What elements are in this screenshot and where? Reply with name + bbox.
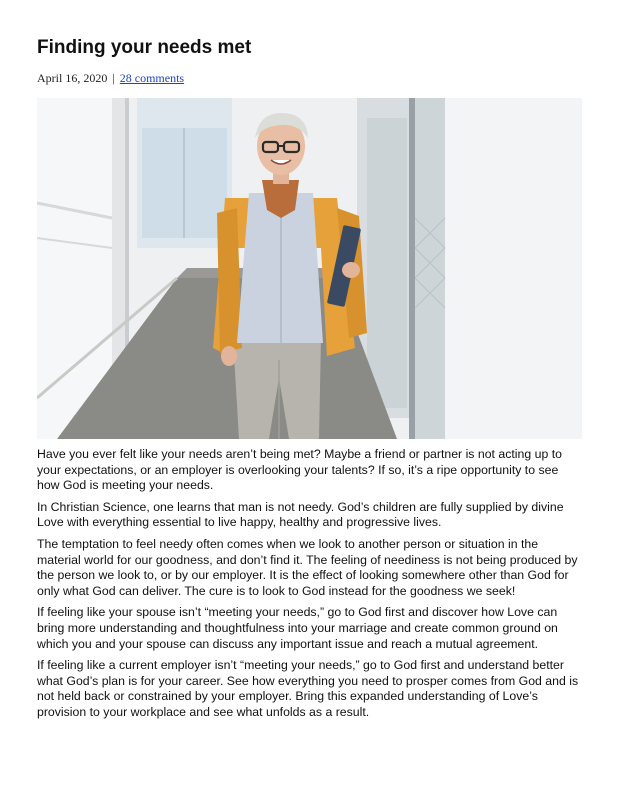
paragraph-4: If feeling like your spouse isn’t “meeting your needs,” go to God first and discover how Love can bring more understanding and thoughtfulness into your marriage and create common ground on which you and your spouse can discuss any important issue and reach a mutual agreement. <box>37 605 558 651</box>
paragraph-2: In Christian Science, one learns that man is not needy. God’s children are fully supplied by divine Love with everything essential to live happy, healthy and progressive lives. <box>37 499 564 530</box>
post-meta <box>37 70 184 86</box>
comments-link[interactable]: 28 comments <box>119 71 185 85</box>
post-date: April 16, 2020 <box>37 71 108 85</box>
post-title: Finding your needs met <box>37 37 252 58</box>
photo-illustration <box>37 98 582 439</box>
meta-separator: | <box>112 71 115 85</box>
paragraph-5: If feeling like a current employer isn’t “meeting your needs,” go to God first and understand better what God’s plan is for your career. See how everything you need to prosper comes from God and is not held back or constrained by your employer. Bring this expanded understanding of Love’s provision to your workplace and see what unfolds as a result. <box>37 658 579 719</box>
paragraph-3: The temptation to feel needy often comes when we look to another person or situation in the material world for our goodness, and don’t find it. The feeling of neediness is not being produced by the person we look to, or by our employer. It is the effect of looking somewhere other than God for only what God can deliver. The cure is to look to God instead for the goodness we seek! <box>37 536 578 598</box>
paragraph-1: Have you ever felt like your needs aren’t being met? Maybe a friend or partner is not acting up to your expectations, or an employer is overlooking your talents? If so, it’s a ripe opportunity to see how God is meeting your needs. <box>37 447 562 493</box>
article-body <box>37 447 582 727</box>
hero-image <box>37 98 582 439</box>
